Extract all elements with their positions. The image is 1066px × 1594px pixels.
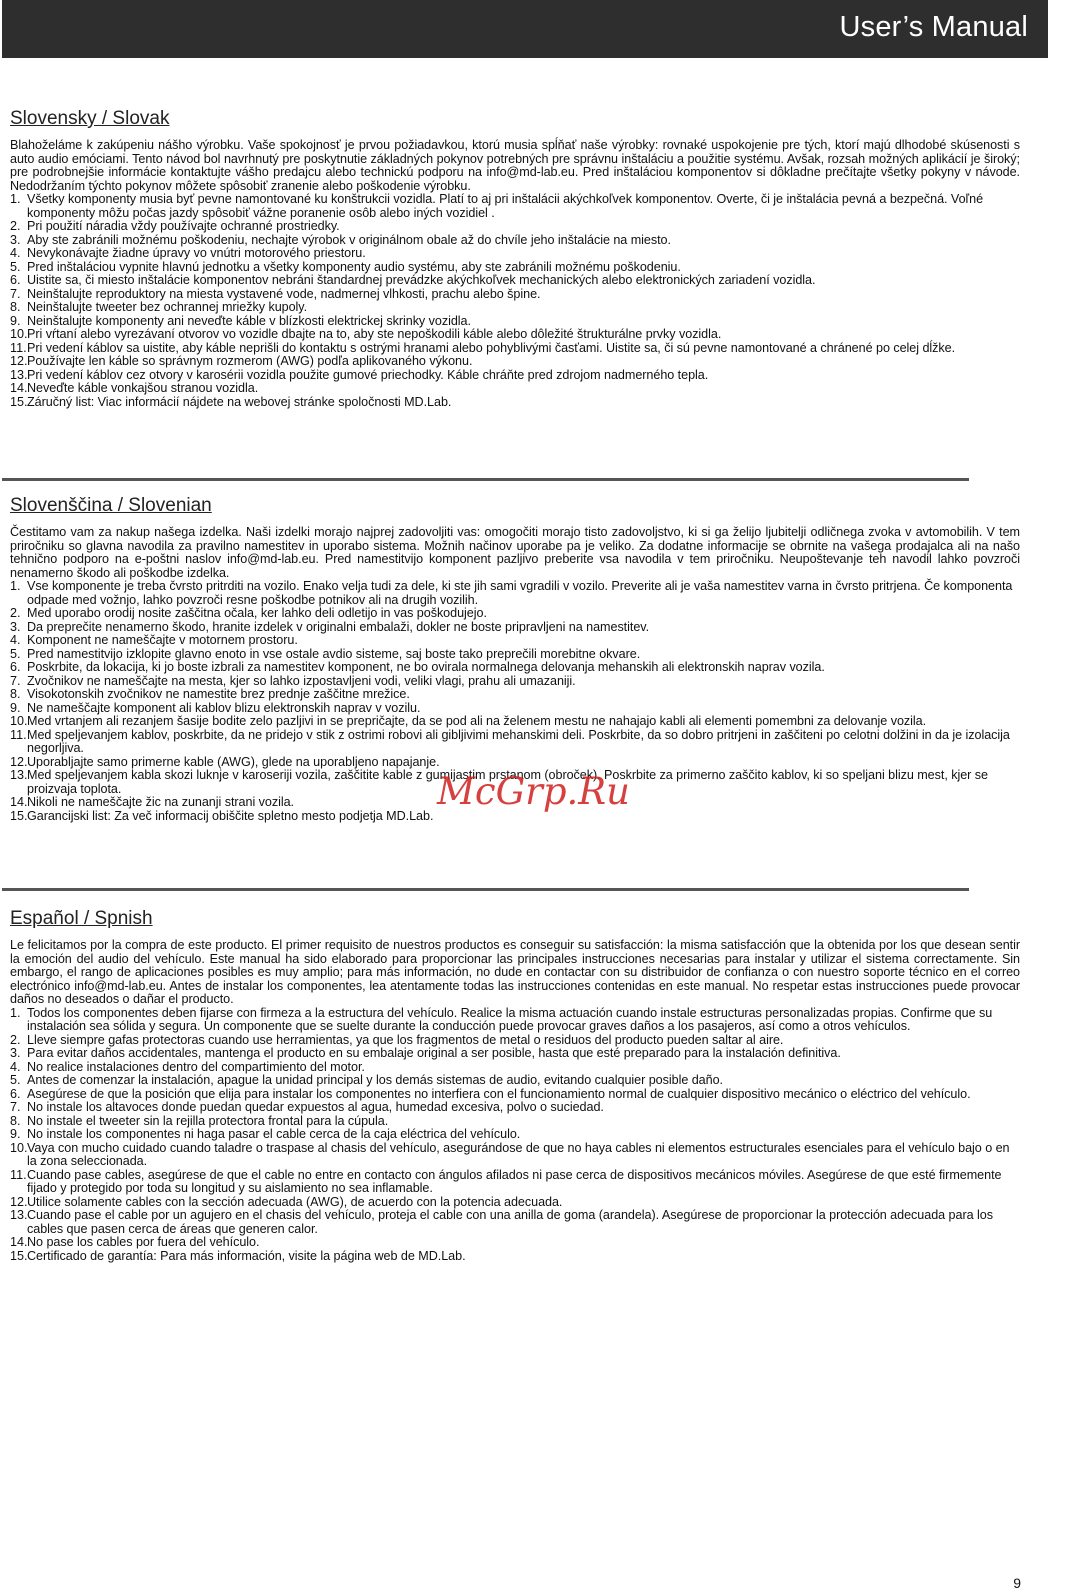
list-item: [10, 288, 1020, 302]
item-text: Zvočnikov ne nameščajte na mesta, kjer so lahko izpostavljeni vodi, veliki vlagi, prahu ali umazaniji.: [27, 673, 576, 688]
item-text: Aby ste zabránili možnému poškodeniu, nechajte výrobok v originálnom obale až do chvíle jeho inštalácie na miesto.: [27, 232, 671, 247]
item-number: 15.: [10, 808, 28, 823]
item-text: Neinštalujte tweeter bez ochrannej mriežky kupoly.: [27, 300, 308, 314]
list-item: [10, 1142, 1020, 1169]
item-number: 5.: [10, 646, 21, 661]
item-text: Asegúrese de que la posición que elija para instalar los componentes no interfiera con el funcionamiento normal de cualquier dispositivo mecánico o eléctrico del vehículo.: [27, 1086, 971, 1101]
item-number: 2.: [10, 606, 21, 620]
item-text: Pri vedení káblov sa uistite, aby káble neprišli do kontaktu s ostrými hranami alebo pohyblivými časťami. Uistite sa, či sú pevne namontované a chránené po celej dĺžke.: [27, 340, 956, 355]
section-title: Español / Spnish: [10, 908, 153, 929]
list-item: [10, 729, 1020, 756]
item-number: 10.: [10, 714, 28, 728]
item-number: 4.: [10, 633, 21, 647]
item-number: 14.: [10, 381, 28, 395]
item-number: 9.: [10, 313, 21, 328]
item-text: Cuando pase cables, asegúrese de que el cable no entre en contacto con ángulos afilados ni pase cerca de dispositivos mecánicos móviles. Asegúrese de que esté firmemente fijado y protegido por toda su longitud y su aislamiento no sea inflamable.: [27, 1167, 1002, 1195]
item-number: 7.: [10, 1100, 21, 1114]
item-text: Todos los componentes deben fijarse con firmeza a la estructura del vehículo. Realice la misma actuación cuando instale estructuras personalizadas propias. Confirme que su instalación sea sólida y segura. Un componente que se suelte durante la conducción puede provocar graves daños a los pasajeros, así como a otros vehículos.: [27, 1005, 993, 1033]
list-item: [10, 607, 1020, 621]
header-bar: [2, 0, 1048, 58]
item-number: 3.: [10, 619, 21, 634]
list-item: [10, 648, 1020, 662]
item-number: 9.: [10, 700, 21, 715]
item-number: 10.: [10, 327, 28, 341]
list-item: [10, 1115, 1020, 1129]
list-item: [10, 1088, 1020, 1102]
list-item: [10, 355, 1020, 369]
list-item: [10, 1196, 1020, 1210]
item-number: 1.: [10, 192, 21, 206]
item-text: Ne nameščajte komponent ali kablov blizu elektronskih naprav v vozilu.: [27, 700, 421, 715]
item-text: Pred inštaláciou vypnite hlavnú jednotku a všetky komponenty audio systému, aby ste zabránili možnému poškodeniu.: [27, 259, 681, 274]
item-text: Med vrtanjem ali rezanjem šasije bodite zelo pazljivi in se prepričajte, da se pod ali na želenem mestu ne nahajajo kabli ali elementi pomembni za delovanje vozila.: [27, 714, 927, 728]
watermark: McGrp.Ru: [437, 770, 630, 813]
item-number: 10.: [10, 1140, 28, 1155]
item-number: 8.: [10, 687, 21, 701]
item-number: 14.: [10, 1235, 28, 1249]
list-item: [10, 315, 1020, 329]
list-item: [10, 715, 1020, 729]
item-number: 14.: [10, 795, 28, 809]
item-number: 12.: [10, 1194, 28, 1209]
item-number: 6.: [10, 660, 21, 674]
instruction-list: [10, 193, 1020, 409]
item-text: No pase los cables por fuera del vehículo.: [27, 1235, 260, 1249]
item-number: 11.: [10, 1167, 27, 1182]
list-item: [10, 247, 1020, 261]
section-intro: Čestitamo vam za nakup našega izdelka. Naši izdelki morajo najprej zadovoljiti vas: omogočiti morajo tisto zadovoljstvo, ki si ga želijo ljubitelji odličnega zvoka v avtomobilih. V tem priročniku so glavna navodila za pravilno namestitev in uporabo sistema. Možnih načinov uporabe pa je veliko. Za dodatne informacije se obrnite na vašega prodajalca ali na našo tehnično podporo na e-poštni naslov info@md-lab.eu. Pred namestitvijo komponent pazljivo preberite vsa navodila v tem priročniku. Neupoštevanje teh navodil lahko povzroči nenamerno škodo ali poškodbe izdelka.: [10, 525, 1020, 580]
section-spanish: [10, 908, 1020, 1263]
item-number: 15.: [10, 394, 28, 409]
item-text: Pri použití náradia vždy používajte ochranné prostriedky.: [27, 219, 340, 233]
item-number: 1.: [10, 1005, 21, 1020]
item-number: 1.: [10, 579, 21, 593]
section-intro: Blahoželáme k zakúpeniu nášho výrobku. Vaše spokojnosť je prvou požiadavkou, ktorú musia spĺňať naše výrobky: rovnaké uspokojenie pre tých, ktorí majú dlhodobé skúsenosti s auto audio emóciami. Tento návod bol navrhnutý pre poskytnutie základných pokynov potrebných pre správnu inštaláciu a použitie systému. Avšak, rozsah možných aplikácií je široký; pre podrobnejšie informácie kontaktujte vášho predajcu alebo technickú podporu na info@md-lab.eu. Pred inštaláciou komponentov si dôkladne prečítajte všetky pokyny v návode. Nedodržaním týchto pokynov môžete spôsobiť zranenie alebo poškodenie výrobku.: [10, 138, 1020, 193]
item-number: 3.: [10, 232, 21, 247]
item-number: 5.: [10, 1073, 21, 1087]
document-title: User’s Manual: [839, 11, 1028, 43]
list-item: [10, 675, 1020, 689]
section-title: Slovensky / Slovak: [10, 108, 170, 129]
item-number: 6.: [10, 1086, 21, 1101]
item-number: 7.: [10, 673, 21, 688]
section-divider: [2, 478, 969, 481]
list-item: [10, 396, 1020, 410]
item-number: 7.: [10, 286, 21, 301]
item-text: Utilice solamente cables con la sección adecuada (AWG), de acuerdo con la potencia adecuada.: [27, 1194, 563, 1209]
item-text: Med uporabo orodij nosite zaščitna očala, ker lahko deli odletijo in vas poškodujejo.: [27, 606, 487, 620]
list-item: [10, 621, 1020, 635]
item-number: 12.: [10, 354, 28, 368]
item-text: Pri vŕtaní alebo vyrezávaní otvorov vo vozidle dbajte na to, aby ste nepoškodili káble alebo dôležité štrukturálne prvky vozidla.: [27, 327, 722, 341]
list-item: [10, 1074, 1020, 1088]
item-text: Uistite sa, či miesto inštalácie komponentov nebráni štandardnej prevádzke akýchkoľvek mechanických alebo elektronických zariadení vozidla.: [27, 273, 816, 287]
item-text: Používajte len káble so správnym rozmerom (AWG) podľa aplikovaného výkonu.: [27, 354, 473, 368]
item-number: 3.: [10, 1046, 21, 1060]
item-number: 13.: [10, 768, 28, 782]
item-text: No instale los componentes ni haga pasar el cable cerca de la caja eléctrica del vehículo.: [27, 1127, 521, 1141]
list-item: [10, 220, 1020, 234]
list-item: [10, 688, 1020, 702]
item-number: 4.: [10, 1059, 21, 1074]
item-text: Vaya con mucho cuidado cuando taladre o traspase al chasis del vehículo, asegurándose de que no haya cables ni elementos estructurales esenciales para el vehículo bajo o en la zona seleccionada.: [27, 1140, 1010, 1168]
list-item: [10, 342, 1020, 356]
item-text: Komponent ne nameščajte v motornem prostoru.: [27, 633, 298, 647]
list-item: [10, 1034, 1020, 1048]
item-number: 15.: [10, 1248, 28, 1263]
list-item: [10, 234, 1020, 248]
item-number: 12.: [10, 754, 28, 769]
item-number: 11.: [10, 727, 27, 742]
list-item: [10, 193, 1020, 220]
item-number: 2.: [10, 219, 21, 233]
section-intro: Le felicitamos por la compra de este producto. El primer requisito de nuestros productos es conseguir su satisfacción: la misma satisfacción que la obtenida por los que desean sentir la emoción del audio del vehículo. Este manual ha sido elaborado para proporcionar las principales instrucciones necesarias para instalar y utilizar el sistema correctamente. Sin embargo, el rango de aplicaciones posibles es muy amplio; para más información, no dude en contactar con su distribuidor de confianza o con nuestro soporte técnico en el correo electrónico info@md-lab.eu. Antes de instalar los componentes, lea atentamente todas las instrucciones contenidas en este manual. No respetar estas instrucciones puede provocar daños no deseados o dañar el producto.: [10, 938, 1020, 1006]
item-text: Všetky komponenty musia byť pevne namontované ku konštrukcii vozidla. Platí to aj pri inštalácii akýchkoľvek komponentov. Overte, či je inštalácia pevná a bezpečná. Voľné komponenty môžu počas jazdy spôsobiť vážne poranenie osôb alebo iných vozidiel .: [27, 192, 984, 220]
list-item: [10, 328, 1020, 342]
item-text: No realice instalaciones dentro del compartimiento del motor.: [27, 1059, 365, 1074]
list-item: [10, 756, 1020, 770]
list-item: [10, 1047, 1020, 1061]
item-text: Nikoli ne nameščajte žic na zunanji strani vozila.: [27, 795, 294, 809]
list-item: [10, 661, 1020, 675]
list-item: [10, 369, 1020, 383]
page-number: 9: [1013, 1575, 1021, 1591]
list-item: [10, 634, 1020, 648]
list-item: [10, 1236, 1020, 1250]
item-number: 4.: [10, 246, 21, 260]
item-text: Med speljevanjem kablov, poskrbite, da ne pridejo v stik z ostrimi robovi ali gibljivimi mehanskimi deli. Poskrbite, da so dobro pritrjeni in zaščiteni po celotni dolžini in da je izolacija negorljiva.: [27, 727, 1010, 755]
item-number: 6.: [10, 273, 21, 287]
item-text: Certificado de garantía: Para más información, visite la página web de MD.Lab.: [27, 1248, 466, 1263]
list-item: [10, 702, 1020, 716]
list-item: [10, 274, 1020, 288]
list-item: [10, 1061, 1020, 1075]
item-text: No instale los altavoces donde puedan quedar expuestos al agua, humedad excesiva, polvo o suciedad.: [27, 1100, 604, 1114]
list-item: [10, 1128, 1020, 1142]
instruction-list: [10, 1007, 1020, 1264]
list-item: [10, 580, 1020, 607]
list-item: [10, 1169, 1020, 1196]
item-text: Antes de comenzar la instalación, apague la unidad principal y los demás sistemas de audio, evitando cualquier posible daño.: [27, 1073, 723, 1087]
item-number: 8.: [10, 300, 21, 314]
item-text: Poskrbite, da lokacija, ki jo boste izbrali za namestitev komponent, ne bo ovirala normalnega delovanja mehanskih ali elektronskih naprav vozila.: [27, 660, 825, 674]
item-number: 2.: [10, 1032, 21, 1047]
list-item: [10, 1101, 1020, 1115]
section-slovak: [10, 108, 1020, 409]
item-text: Para evitar daños accidentales, mantenga el producto en su embalaje original a ser posible, hasta que esté preparado para la instalación definitiva.: [27, 1046, 841, 1060]
item-text: Pred namestitvijo izklopite glavno enoto in vse ostale avdio sisteme, saj boste tako preprečili morebitne okvare.: [27, 646, 641, 661]
item-text: Vse komponente je treba čvrsto pritrditi na vozilo. Enako velja tudi za dele, ki ste jih sami vgradili v vozilo. Preverite ali je vaša namestitev varna in čvrsto pritrjena. Če komponenta odpade med vožnjo, lahko povzroči resne poškodbe potnikov ali na drugih vozilih.: [27, 579, 1013, 607]
list-item: [10, 382, 1020, 396]
section-title: Slovenščina / Slovenian: [10, 495, 212, 516]
item-text: Nevykonávajte žiadne úpravy vo vnútri motorového priestoru.: [27, 246, 366, 260]
item-text: Lleve siempre gafas protectoras cuando use herramientas, ya que los fragmentos de metal o residuos del producto pueden saltar al aire.: [27, 1032, 784, 1047]
item-text: Neveďte káble vonkajšou stranou vozidla.: [27, 381, 259, 395]
item-text: No instale el tweeter sin la rejilla protectora frontal para la cúpula.: [27, 1113, 389, 1128]
list-item: [10, 261, 1020, 275]
item-text: Neinštalujte komponenty ani neveďte káble v blízkosti elektrickej skrinky vozidla.: [27, 313, 471, 328]
item-number: 8.: [10, 1113, 21, 1128]
item-text: Med speljevanjem kabla skozi luknje v karoseriji vozila, zaščitite kable z gumijastim prstanom (obroček). Poskrbite za primerno zaščito kablov, ki so speljani blizu mest, kjer se proizvaja toplota.: [27, 768, 988, 796]
item-number: 13.: [10, 367, 28, 382]
item-text: Neinštalujte reproduktory na miesta vystavené vode, nadmernej vlhkosti, prachu alebo špine.: [27, 286, 541, 301]
item-text: Visokotonskih zvočnikov ne namestite brez prednje zaščitne mrežice.: [27, 687, 410, 701]
item-number: 11.: [10, 340, 27, 355]
list-item: [10, 1250, 1020, 1264]
item-number: 9.: [10, 1127, 21, 1141]
item-text: Cuando pase el cable por un agujero en el chasis del vehículo, proteja el cable con una anilla de goma (arandela). Asegúrese de proporcionar la protección adecuada para los cables que pasen cerca de áreas que generen calor.: [27, 1208, 993, 1236]
item-text: Pri vedení káblov cez otvory v karosérii vozidla použite gumové priechodky. Káble chráňte pred zdrojom nadmerného tepla.: [27, 367, 709, 382]
list-item: [10, 301, 1020, 315]
item-number: 5.: [10, 259, 21, 274]
item-text: Uporabljajte samo primerne kable (AWG), glede na uporabljeno napajanje.: [27, 754, 440, 769]
item-text: Záručný list: Viac informácií nájdete na webovej stránke spoločnosti MD.Lab.: [27, 394, 452, 409]
item-text: Da preprečite nenamerno škodo, hranite izdelek v originalni embalaži, dokler ne boste pripravljeni na namestitev.: [27, 619, 650, 634]
list-item: [10, 1209, 1020, 1236]
list-item: [10, 1007, 1020, 1034]
item-number: 13.: [10, 1208, 28, 1222]
item-text: Garancijski list: Za več informacij obiščite spletno mesto podjetja MD.Lab.: [27, 808, 434, 823]
section-divider: [2, 888, 969, 891]
